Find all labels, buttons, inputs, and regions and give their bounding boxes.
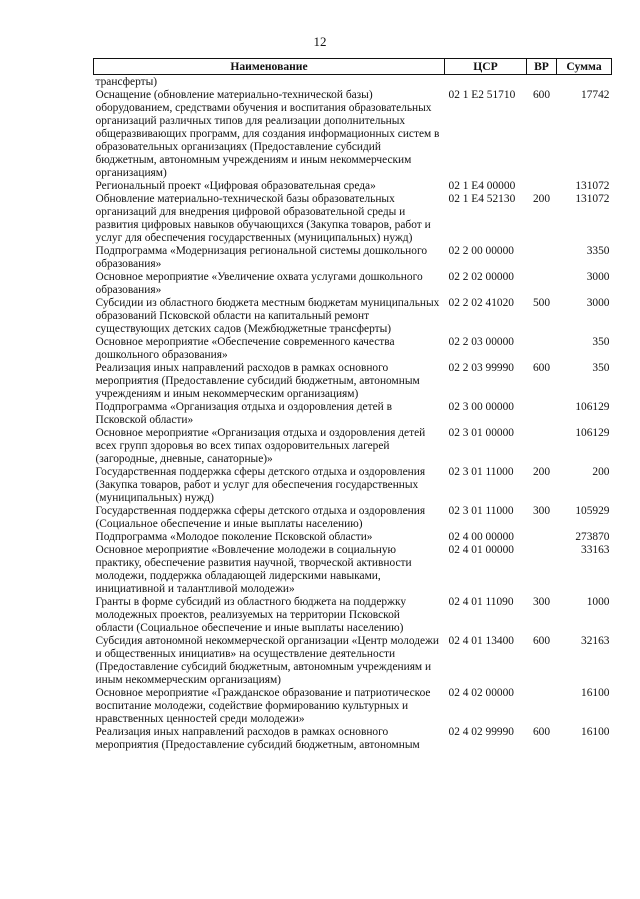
- table-row: [94, 245, 612, 271]
- row-csr-cell: 02 1 E2 51710: [448, 89, 516, 101]
- row-name-cell: Государственная поддержка сферы детского отдыха и оздоровления (Закупка товаров, работ и услуг для обеспечения государственных (муниципальных) нужд): [95, 466, 426, 504]
- row-sum-cell: 273870: [575, 531, 610, 543]
- row-csr-cell: 02 1 E4 00000: [448, 180, 516, 192]
- row-sum-cell: 3000: [586, 297, 610, 309]
- row-sum-cell: 200: [592, 466, 610, 478]
- header-name: Наименование: [94, 59, 445, 75]
- row-vr-cell: 200: [532, 193, 551, 205]
- row-vr-cell: [527, 180, 557, 193]
- row-name-cell: Реализация иных направлений расходов в рамках основного мероприятия (Предоставление субсидий бюджетным, автономным: [95, 726, 420, 751]
- row-vr-cell: [527, 75, 557, 90]
- row-name-cell: Основное мероприятие «Вовлечение молодежи в социальную практику, обеспечение развития научной, творческой активности молодежи, поддержка обладающей лидерскими навыками, инициативной и талантливой молодежи»: [95, 544, 412, 595]
- row-sum-cell: 106129: [575, 401, 610, 413]
- row-vr-cell: 200: [532, 466, 551, 478]
- row-vr-cell: [527, 687, 557, 726]
- row-csr-cell: 02 1 E4 52130: [448, 193, 516, 205]
- row-vr-cell: [527, 544, 557, 596]
- row-name-cell: Субсидии из областного бюджета местным бюджетам муниципальных образований Псковской области на капитальный ремонт существующих детских садов (Межбюджетные трансферты): [95, 297, 440, 335]
- row-sum-cell: 350: [592, 336, 610, 348]
- table-row: [94, 726, 612, 752]
- row-csr-cell: 02 4 00 00000: [448, 531, 514, 543]
- row-name-cell: Обновление материально-технической базы образовательных организаций для внедрения цифровой образовательной среды и развития цифровых навыков обучающихся (Закупка товаров, работ и услуг для обеспечения государственных (муниципальных) нужд): [95, 193, 431, 244]
- row-name-cell: Государственная поддержка сферы детского отдыха и оздоровления (Социальное обеспечение и иные выплаты населению): [95, 505, 426, 530]
- table-row: [94, 427, 612, 466]
- header-csr: ЦСР: [445, 59, 527, 75]
- table-row: [94, 401, 612, 427]
- row-sum-cell: 3350: [586, 245, 610, 257]
- row-sum-cell: 106129: [575, 427, 610, 439]
- header-vr: ВР: [527, 59, 557, 75]
- row-name-cell: Подпрограмма «Модернизация региональной системы дошкольного образования»: [95, 245, 428, 270]
- table-body: [94, 75, 612, 753]
- row-csr-cell: 02 4 01 13400: [448, 635, 514, 647]
- row-vr-cell: 600: [532, 635, 551, 647]
- table-row: [94, 635, 612, 687]
- row-csr-cell: 02 3 01 00000: [448, 427, 514, 439]
- row-name-cell: трансферты): [95, 76, 158, 88]
- row-csr-cell: 02 4 01 11090: [448, 596, 514, 608]
- table-row: [94, 362, 612, 401]
- row-csr-cell: 02 2 03 99990: [448, 362, 514, 374]
- row-vr-cell: [527, 401, 557, 427]
- row-name-cell: Субсидия автономной некоммерческой организации «Центр молодежи и общественных инициатив» на осуществление деятельности (Предоставление субсидий бюджетным, автономным учреждениям и иным некоммерческим организациям): [95, 635, 440, 686]
- row-sum-cell: 33163: [581, 544, 610, 556]
- table-row: [94, 336, 612, 362]
- row-vr-cell: 500: [532, 297, 551, 309]
- row-sum-cell: 32163: [581, 635, 610, 647]
- row-csr-cell: 02 2 03 00000: [448, 336, 514, 348]
- row-sum-cell: 105929: [575, 505, 610, 517]
- budget-table: [93, 58, 612, 752]
- row-vr-cell: [527, 245, 557, 271]
- row-csr-cell: 02 3 01 11000: [448, 505, 514, 517]
- page-number: 12: [313, 34, 327, 49]
- table-row: [94, 687, 612, 726]
- row-name-cell: Основное мероприятие «Обеспечение современного качества дошкольного образования»: [95, 336, 395, 361]
- row-name-cell: Реализация иных направлений расходов в рамках основного мероприятия (Предоставление субсидий бюджетным, автономным учреждениям и иным некоммерческим организациям): [95, 362, 420, 400]
- row-vr-cell: [527, 336, 557, 362]
- table-row: [94, 75, 612, 90]
- table-row: [94, 544, 612, 596]
- row-csr-cell: 02 4 02 99990: [448, 726, 514, 738]
- row-sum-cell: 16100: [581, 687, 610, 699]
- row-csr-cell: 02 3 01 11000: [448, 466, 514, 478]
- row-sum-cell: [557, 75, 612, 90]
- row-sum-cell: 1000: [586, 596, 610, 608]
- row-name-cell: Подпрограмма «Организация отдыха и оздоровления детей в Псковской области»: [95, 401, 392, 426]
- row-name-cell: Основное мероприятие «Гражданское образование и патриотическое воспитание молодежи, содействие формированию культурных и нравственных ценностей среди молодежи»: [95, 687, 431, 725]
- row-name-cell: Оснащение (обновление материально-технической базы) оборудованием, средствами обучения и воспитания образовательных организаций различных типов для реализации дополнительных общеразвивающих программ, для создания информационных систем в образовательных организациях (Предоставление субсидий бюджетным, автономным учреждениям и иным некоммерческим организациям): [95, 89, 440, 179]
- row-csr-cell: 02 2 00 00000: [448, 245, 514, 257]
- row-vr-cell: 600: [532, 362, 551, 374]
- row-name-cell: Региональный проект «Цифровая образовательная среда»: [95, 180, 376, 192]
- row-csr-cell: 02 2 02 00000: [448, 271, 514, 283]
- table-row: [94, 193, 612, 245]
- row-csr-cell: 02 2 02 41020: [448, 297, 514, 309]
- row-vr-cell: 300: [532, 505, 551, 517]
- table-header: [94, 59, 612, 75]
- table-row: [94, 89, 612, 180]
- row-name-cell: Подпрограмма «Молодое поколение Псковской области»: [95, 531, 373, 543]
- row-vr-cell: [527, 271, 557, 297]
- row-sum-cell: 350: [592, 362, 610, 374]
- table-row: [94, 505, 612, 531]
- table-row: [94, 297, 612, 336]
- row-csr-cell: 02 4 02 00000: [448, 687, 514, 699]
- row-sum-cell: 17742: [581, 89, 610, 101]
- row-sum-cell: 16100: [581, 726, 610, 738]
- row-name-cell: Основное мероприятие «Организация отдыха и оздоровления детей всех групп здоровья во всех типах оздоровительных лагерей (загородные, дневные, санаторные)»: [95, 427, 426, 465]
- table-row: [94, 531, 612, 544]
- row-name-cell: Гранты в форме субсидий из областного бюджета на поддержку молодежных проектов, реализуемых на территории Псковской области (Социальное обеспечение и иные выплаты населению): [95, 596, 407, 634]
- row-csr-cell: 02 3 00 00000: [448, 401, 514, 413]
- table-row: [94, 466, 612, 505]
- row-sum-cell: 131072: [575, 193, 610, 205]
- table-row: [94, 271, 612, 297]
- row-sum-cell: 131072: [575, 180, 610, 192]
- row-vr-cell: 600: [532, 89, 551, 101]
- row-name-cell: Основное мероприятие «Увеличение охвата услугами дошкольного образования»: [95, 271, 423, 296]
- row-vr-cell: 600: [532, 726, 551, 738]
- row-csr-cell: [445, 75, 527, 90]
- row-csr-cell: 02 4 01 00000: [448, 544, 514, 556]
- row-sum-cell: 3000: [586, 271, 610, 283]
- row-vr-cell: [527, 427, 557, 466]
- table-row: [94, 596, 612, 635]
- header-sum: Сумма: [557, 59, 612, 75]
- table-row: [94, 180, 612, 193]
- row-vr-cell: 300: [532, 596, 551, 608]
- row-vr-cell: [527, 531, 557, 544]
